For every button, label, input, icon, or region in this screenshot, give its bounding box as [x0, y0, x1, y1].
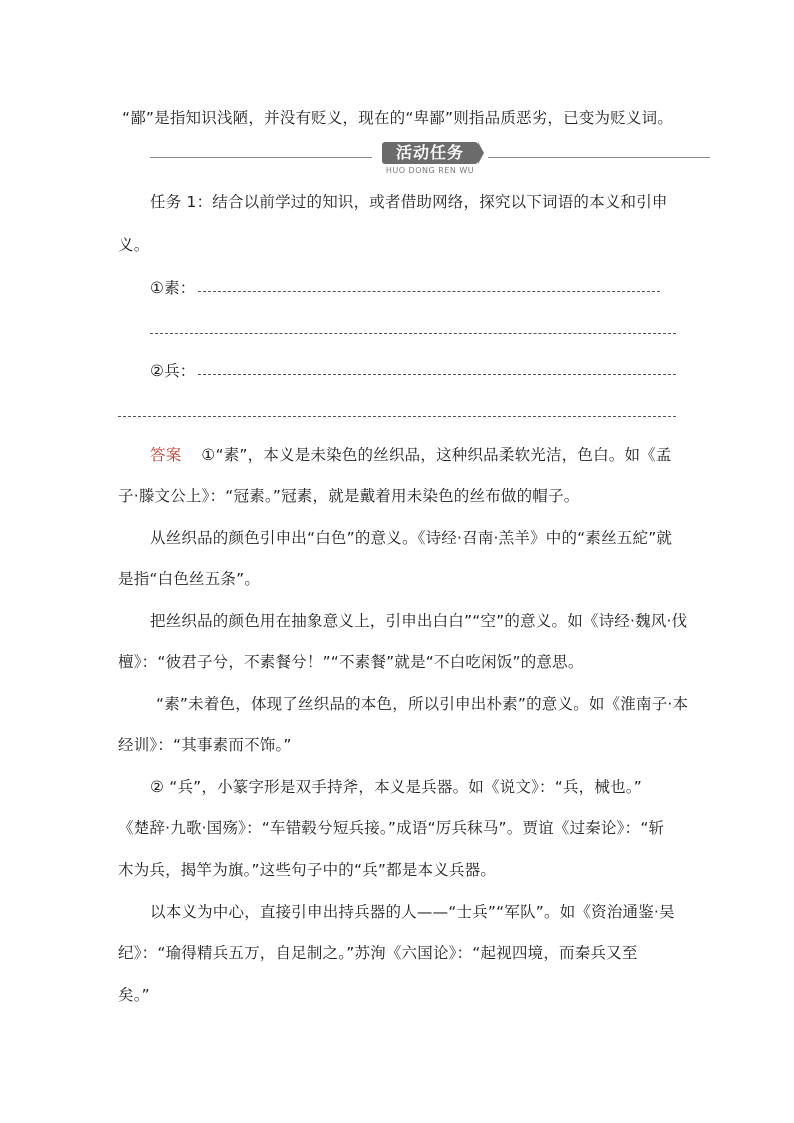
answer-p6-line1: 以本义为中心，直接引申出持兵器的人——“士兵”“军队”。如《资治通鉴·吴 [150, 903, 675, 921]
answer-p2-line2: 是指“白色丝五条”。 [118, 570, 261, 588]
answer-p3-line2: 檀》：“彼君子兮，不素餐兮！”“不素餐”就是“不白吃闲饭”的意思。 [118, 653, 584, 671]
answer-p5-line2: 《楚辞·九歌·国殇》：“车错毂兮短兵接。”成语“厉兵秣马”。贾谊《过秦论》：“斩 [118, 819, 665, 837]
activity-header [150, 138, 710, 178]
activity-subtitle: HUO DONG REN WU [385, 166, 475, 175]
item1-answer-blank [198, 291, 660, 292]
answer-p4-line1: “素”未着色，体现了丝织品的本色，所以引申出朴素”的意义。如《淮南子·本 [156, 695, 689, 713]
activity-title-badge: 活动任务 [382, 142, 478, 164]
item1-answer-blank-2 [150, 333, 676, 334]
task-line-1: 任务 1：结合以前学过的知识，或者借助网络，探究以下词语的本义和引申 [150, 193, 668, 211]
activity-rule-left [150, 157, 372, 158]
answer-p6-line3: 矣。” [118, 986, 150, 1004]
item2-answer-blank [198, 374, 676, 375]
item2-answer-blank-2 [118, 416, 676, 417]
item1-label: ①素： [150, 279, 196, 297]
activity-rule-right [488, 157, 710, 158]
answer-p3-line1: 把丝织品的颜色用在抽象意义上，引申出白白”“空”的意义。如《诗经·魏风·伐 [150, 612, 688, 630]
intro-line: “鄙”是指知识浅陋，并没有贬义，现在的“卑鄙”则指品质恶劣，已变为贬义词。 [122, 109, 674, 127]
answer-p1-text: ①“素”，本义是未染色的丝织品，这种织品柔软光洁，色白。如《孟 [201, 446, 672, 464]
answer-p5-line3: 木为兵，揭竿为旗。”这些句子中的“兵”都是本义兵器。 [118, 861, 497, 879]
answer-p1-line1 [150, 445, 672, 465]
answer-p4-line2: 经训》：“其事素而不饰。” [118, 736, 292, 754]
answer-label: 答案 [150, 446, 182, 464]
answer-p1-line2: 子·滕文公上》：“冠素。”冠素，就是戴着用未染色的丝布做的帽子。 [118, 487, 580, 505]
answer-p2-line1: 从丝织品的颜色引申出“白色”的意义。《诗经·召南·羔羊》中的“素丝五紽”就 [150, 529, 673, 547]
item2-label: ②兵： [150, 362, 196, 380]
answer-p6-line2: 纪》：“瑜得精兵五万，自足制之。”苏洵《六国论》：“起视四境，而秦兵又至 [118, 944, 638, 962]
answer-p5-line1: ② “兵”，小篆字形是双手持斧，本义是兵器。如《说文》：“兵，械也。” [150, 778, 642, 796]
task-line-2: 义。 [118, 236, 150, 254]
